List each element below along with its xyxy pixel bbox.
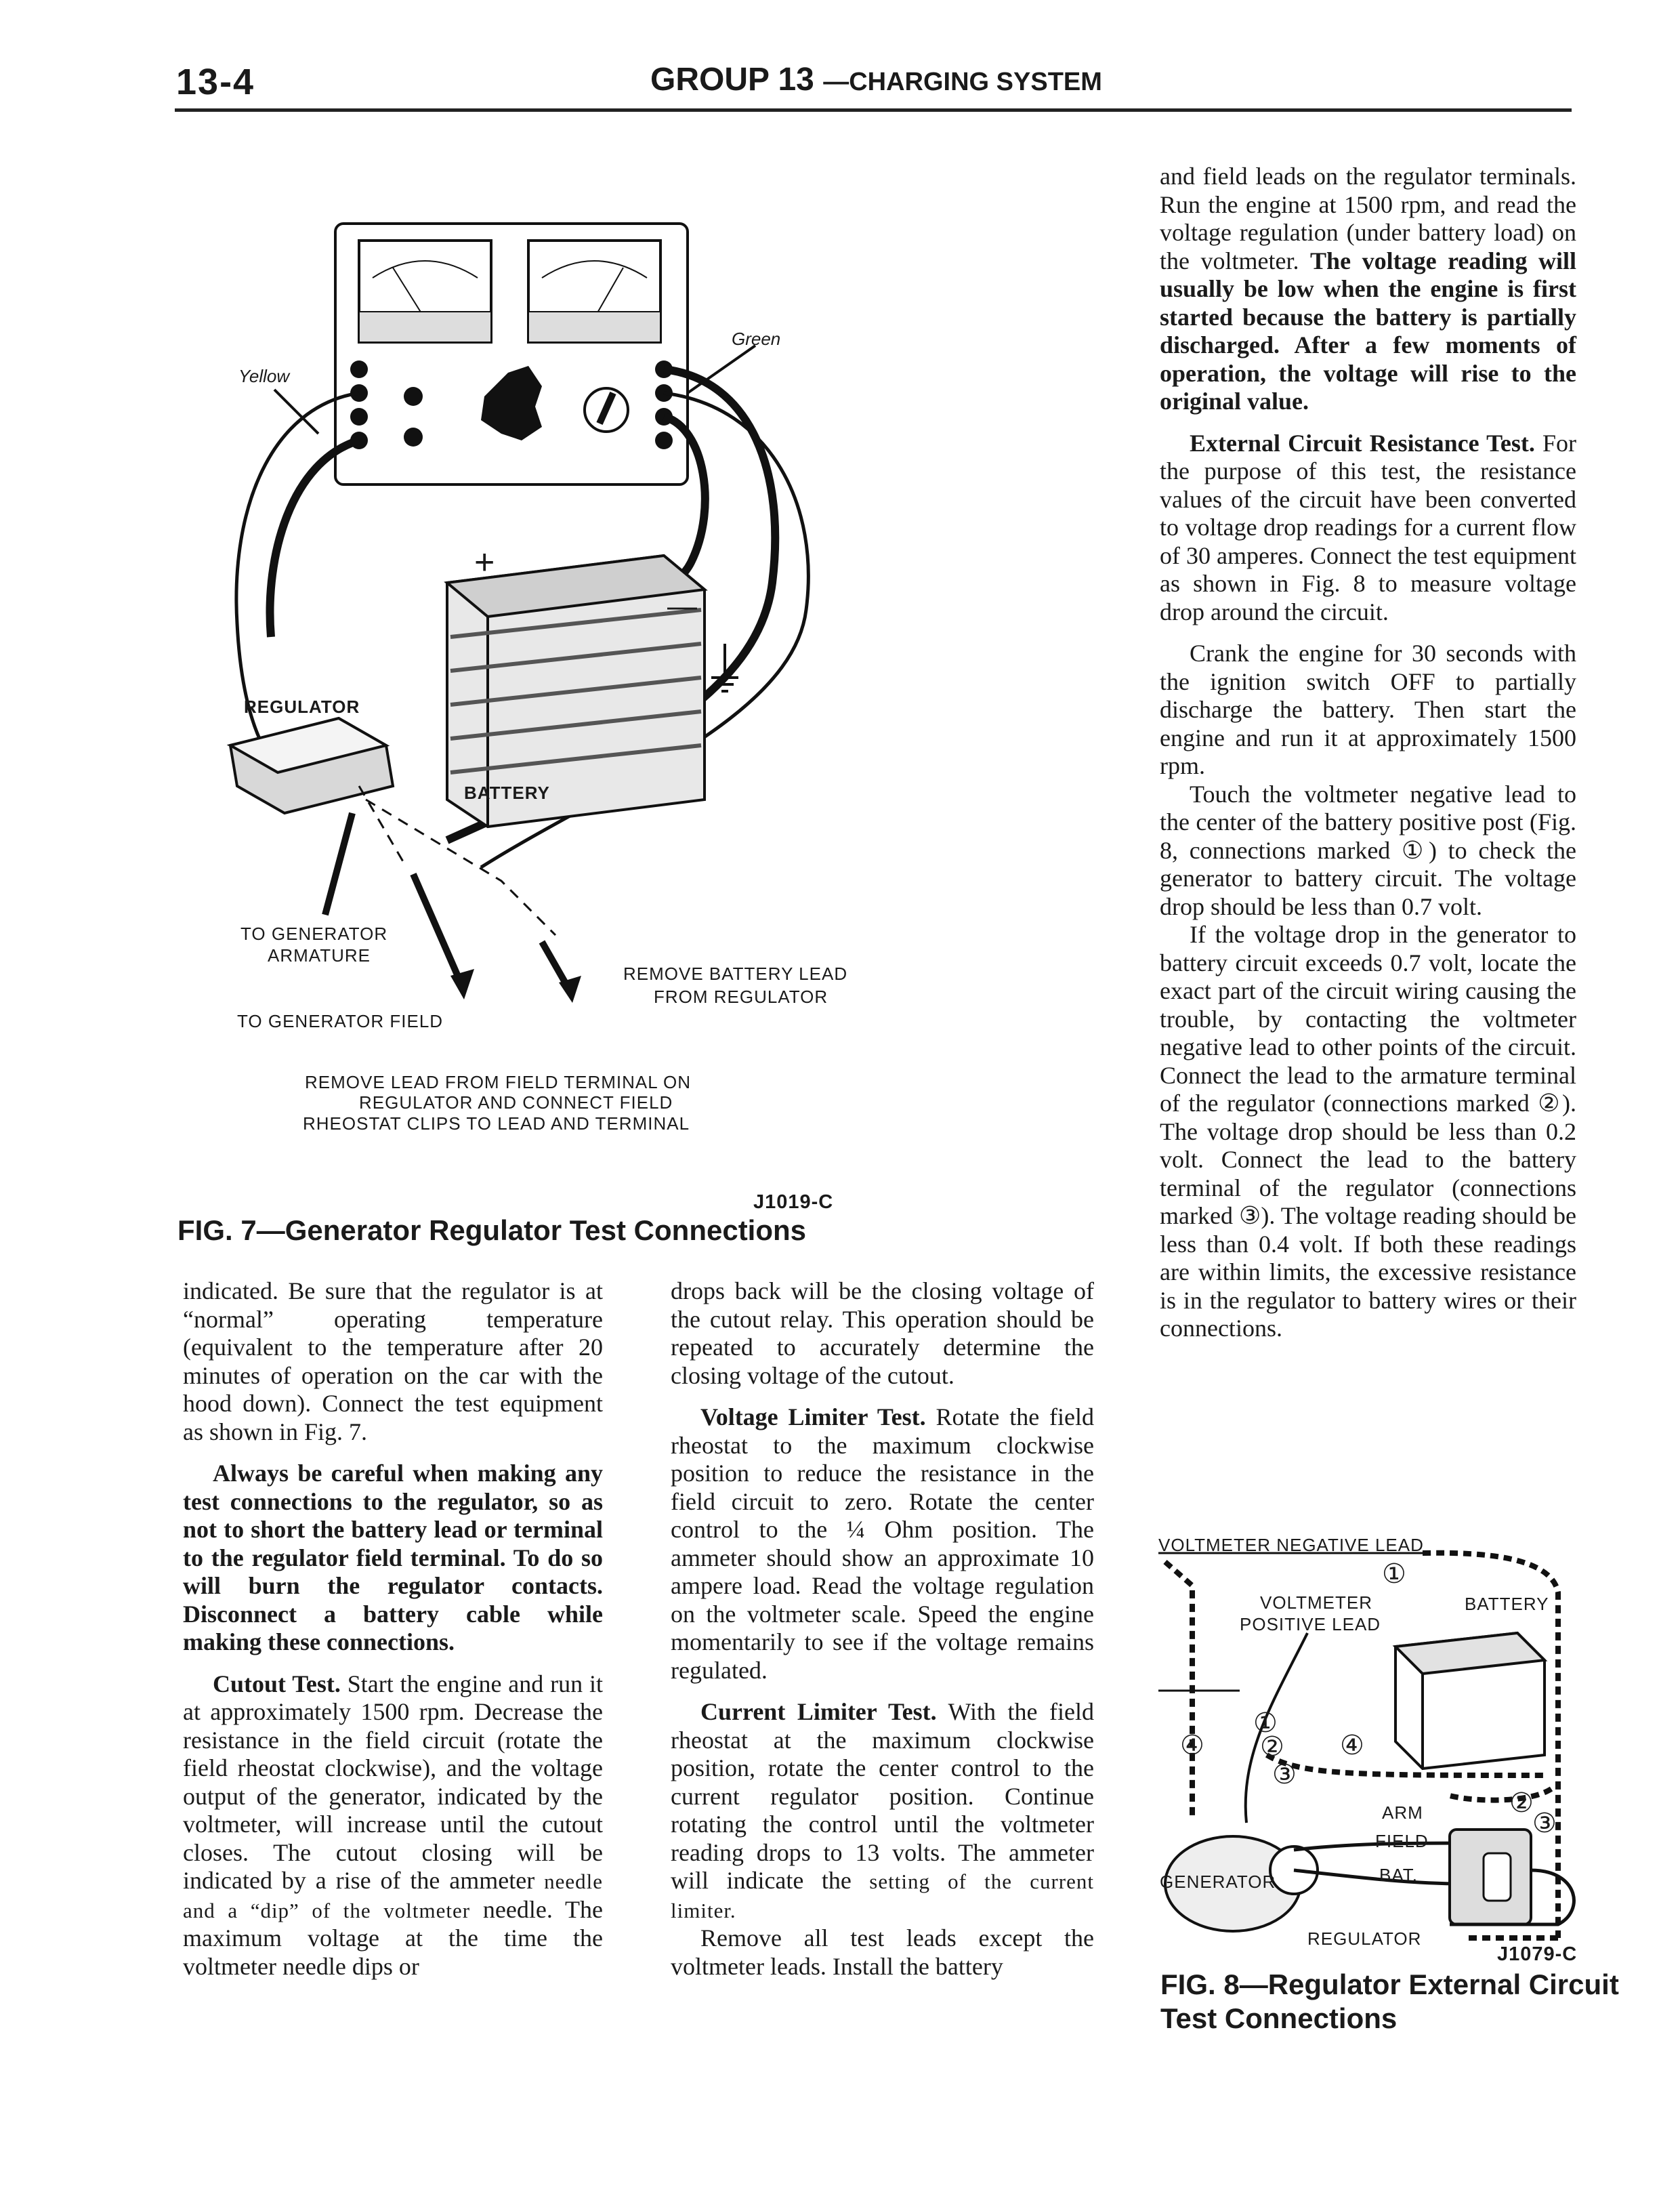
label-remove-lead-1: REMOVE LEAD FROM FIELD TERMINAL ON: [305, 1072, 691, 1092]
label-plus: +: [474, 543, 496, 582]
right-p4: Touch the voltmeter negative lead to the center of the battery positive post (Fig. 8, connections marked ①) to check the generator to battery circuit. The voltage drop should be less than 0.7 volt.: [1160, 780, 1576, 920]
label-regulator: REGULATOR: [244, 697, 360, 717]
label-remove-battery-lead-1: REMOVE BATTERY LEAD: [623, 964, 848, 984]
fig7-code: J1019-C: [753, 1191, 834, 1213]
label-remove-lead-2: REGULATOR AND CONNECT FIELD: [359, 1092, 673, 1113]
label-to-gen-armature-1: TO GENERATOR: [240, 924, 388, 944]
fig8-caption-line2: Test Connections: [1160, 2002, 1398, 2034]
fig8-battery: BATTERY: [1465, 1594, 1549, 1614]
page-number: 13-4: [176, 62, 255, 102]
fig8-connection-3-left: ③: [1272, 1760, 1297, 1790]
fig8-connection-4-mid: ④: [1340, 1731, 1365, 1760]
mid-p3-small: setting of the current limiter.: [671, 1870, 1095, 1922]
fig8-connection-3-right: ③: [1532, 1809, 1557, 1838]
right-p3: Crank the engine for 30 seconds with the ignition switch OFF to partially discharge the battery. Then start the engine and run it at approximately 1500 rpm.: [1160, 640, 1576, 779]
fig8-arm: ARM: [1382, 1802, 1423, 1823]
fig8-generator: GENERATOR: [1160, 1872, 1276, 1892]
left-p3-body: Start the engine and run it at approximately 1500 rpm. Decrease the resistance in the field circuit (rotate the field rheostat clockwise), and the voltage output of the generator, indicated by the voltmeter, will increase until the cutout closes. The cutout closing will be indicated by a rise of the ammeter: [183, 1670, 603, 1894]
fig8-connection-2-left: ②: [1260, 1732, 1285, 1762]
left-column-text: [183, 1277, 603, 1994]
left-p3-tail: needle. The maximum voltage at the time the voltmeter needle dips or: [183, 1895, 603, 1980]
yellow-pointer: [271, 386, 325, 440]
fig8-vm-pos-1: VOLTMETER: [1260, 1592, 1372, 1613]
middle-column-text: [671, 1277, 1094, 1994]
group-subtitle: —CHARGING SYSTEM: [823, 68, 1102, 96]
group-title: GROUP 13: [650, 62, 814, 98]
fig8-connection-2-right: ②: [1509, 1788, 1534, 1818]
label-battery: BATTERY: [464, 783, 550, 803]
right-p5: If the voltage drop in the generator to battery circuit exceeds 0.7 volt, locate the exact part of the circuit wiring causing the trouble, by contacting the voltmeter negative lead to other points of the circuit. Connect the lead to the armature terminal of the regulator (connections marked ②). The voltage drop should be less than 0.2 volt. Connect the lead to the battery terminal of the regulator (connections marked ③). The voltage reading should be less than 0.4 volt. If both these readings are within limits, the excessive resistance is in the regulator to battery wires or their connections.: [1160, 921, 1576, 1342]
right-column-text: [1160, 163, 1576, 1357]
fig8-field: FIELD: [1375, 1831, 1429, 1851]
label-to-gen-armature-2: ARMATURE: [268, 945, 371, 966]
header-rule: [175, 108, 1572, 112]
fig8-connection-1-top: ①: [1382, 1559, 1407, 1589]
fig8-bat: BAT.: [1379, 1865, 1418, 1885]
left-p1: indicated. Be sure that the regulator is at “normal” operating temperature (equivalent to the temperature after 20 minutes of operation on the car with the hood down). Connect the test equipment as shown in Fig. 7.: [183, 1277, 603, 1445]
right-p1-normal: and field leads on the regulator terminals. Run the engine at 1500 rpm, and read the voltage regulation (under battery load) on the voltmeter.: [1160, 163, 1576, 274]
cutout-test-heading: Cutout Test.: [213, 1670, 341, 1697]
right-p1-bold: The voltage reading will usually be low when the engine is first started because the battery is partially discharged. After a few moments of operation, the voltage will rise to the original value.: [1160, 247, 1576, 415]
mid-p4: Remove all test leads except the voltmeter leads. Install the battery: [671, 1924, 1094, 1980]
green-pointer: [684, 342, 759, 396]
fig8-vm-neg-lead: VOLTMETER NEGATIVE LEAD: [1158, 1535, 1424, 1555]
fig8-code: J1079-C: [1497, 1943, 1578, 1965]
label-remove-lead-3: RHEOSTAT CLIPS TO LEAD AND TERMINAL: [303, 1113, 690, 1134]
fig8-regulator: REGULATOR: [1307, 1928, 1422, 1949]
fig8-connection-4-left: ④: [1180, 1731, 1205, 1760]
mid-p1: drops back will be the closing voltage of the cutout relay. This operation should be repeated to accurately determine the closing voltage of the cutout.: [671, 1277, 1094, 1389]
voltage-limiter-heading: Voltage Limiter Test.: [700, 1403, 926, 1430]
fig8-caption-line1: FIG. 8—Regulator External Circuit: [1160, 1968, 1619, 2000]
left-p3-small: needle and a “dip” of the voltmeter: [183, 1870, 604, 1922]
label-yellow: Yellow: [238, 366, 290, 386]
fig7-caption: FIG. 7—Generator Regulator Test Connections: [177, 1214, 807, 1246]
right-p2-body: For the purpose of this test, the resistance values of the circuit have been converted to voltage drop readings for a current flow of 30 amperes. Connect the test equipment as shown in Fig. 8 to measure voltage drop around the circuit.: [1160, 429, 1576, 625]
label-to-gen-field: TO GENERATOR FIELD: [237, 1011, 444, 1031]
mid-p3-body: With the field rheostat at the maximum clockwise position, rotate the center control to the current regulator position. Continue rotating the control until the voltmeter reading drops to 13 volts. The ammeter will indicate the: [671, 1698, 1094, 1894]
fig8-connection-1-left: ①: [1253, 1708, 1278, 1738]
page-header-title: [650, 61, 1102, 98]
external-circuit-heading: External Circuit Resistance Test.: [1190, 429, 1535, 457]
left-p2-warning: Always be careful when making any test connections to the regulator, so as not to short the battery lead or terminal to the regulator field terminal. To do so will burn the regulator contacts. Disconnect a battery cable while making these connections.: [183, 1460, 603, 1655]
label-remove-battery-lead-2: FROM REGULATOR: [654, 987, 828, 1007]
fig8-vm-pos-2: POSITIVE LEAD: [1240, 1614, 1381, 1634]
label-minus: —: [667, 590, 698, 623]
mid-p2-body: Rotate the field rheostat to the maximum clockwise position to reduce the resistance in the field circuit to zero. Rotate the center control to the ¼ Ohm position. The ammeter should show an approximate 10 ampere load. Read the voltage regulation on the voltmeter scale. Speed the engine momentarily to see if the voltage remains regulated.: [671, 1403, 1094, 1684]
current-limiter-heading: Current Limiter Test.: [700, 1698, 937, 1725]
label-green: Green: [732, 329, 781, 349]
